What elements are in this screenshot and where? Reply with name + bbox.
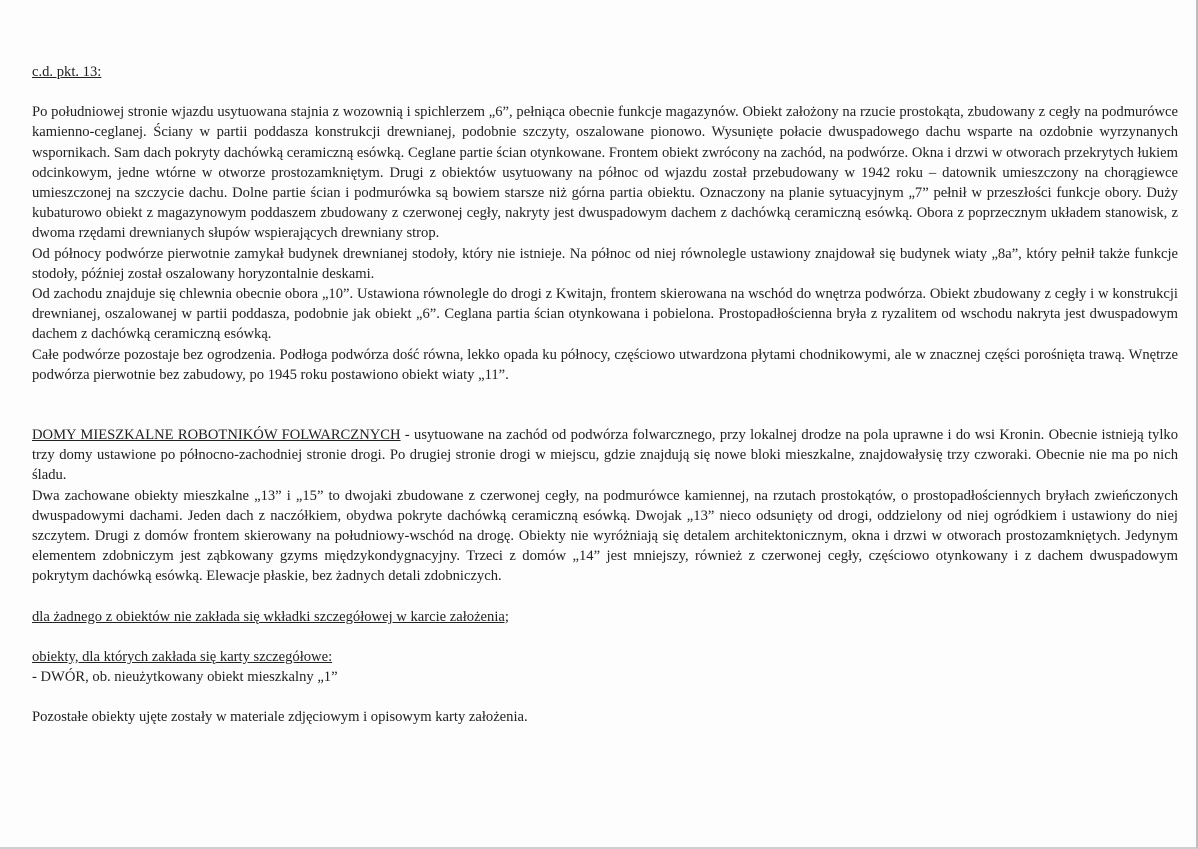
- paragraph-courtyard: Całe podwórze pozostaje bez ogrodzenia. Podłoga podwórza dość równa, lekko opada ku północy, częściowo utwardzona płytami chodnikowymi, ale w znacznej części porośnięta trawą. Wnętrze podwórza pierwotnie bez zabudowy, po 1945 roku postawiono obiekt wiaty „11”.: [32, 346, 1178, 383]
- paragraph-houses-detail: Dwa zachowane obiekty mieszkalne „13” i „15” to dwojaki zbudowane z czerwonej cegły, na podmurówce kamiennej, na rzutach prostokątów, o prostopadłościennych bryłach zwieńczonych dwuspadowymi dachami. Jeden dach z naczółkiem, obydwa pokryte dachówką ceramiczną esówką. Dwojak „13” nieco odsunięty od drogi, oddzielony od niej ogródkiem i ustawiony do niej szczytem. Drugi z domów frontem skierowany na południowy-wschód na drogę. Obiekty nie wyróżniają się detalem architektonicznym, okna i drzwi w otworach prostozamkniętych. Jedynym elementem zdobniczym jest ząbkowany gzyms międzykondygnacyjny. Trzeci z domów „14” jest mniejszy, również z czerwonej cegły, częściowo otynkowany i z dachem dwuspadowym pokrytym dachówką esówką. Elewacje płaskie, bez żadnych detali zdobniczych.: [32, 487, 1178, 585]
- paragraph-pigsty: Od zachodu znajduje się chlewnia obecnie obora „10”. Ustawiona równolegle do drogi z Kwitajn, frontem skierowana na wschód do wnętrza podwórza. Obiekt zbudowany z cegły i w konstrukcji drewnianej, oszalowanej w partii poddasza, podobnie jak obiekt „6”. Ceglana partia ścian otynkowana i pobielona. Prostopadłościenna bryła z ryzalitem od wschodu nakryta jest dwuspadowym dachem z dachówką ceramiczną esówką.: [32, 286, 1178, 343]
- paragraph-barn: Od północy podwórze pierwotnie zamykał budynek drewnianej stodoły, który nie istnieje. Na północ od niej równolegle ustawiony znajdował się budynek wiaty „8a”, który pełnił także funkcje stodoły, później został oszalowany horyzontalnie deskami.: [32, 245, 1178, 282]
- continuation-heading: c.d. pkt. 13:: [32, 64, 102, 80]
- section-intro: - usytuowane na zachód od podwórza folwarcznego, przy lokalnej drodze na pola uprawne i do wsi Kronin. Obecnie istnieją tylko trzy domy ustawione po północno-zachodniej stronie drogi. Po drugiej stronie drogi w miejscu, gdzie znajdują się nowe bloki mieszkalne, znajdowałysię trzy czworaki. Obecnie nie ma po nich śladu.: [32, 427, 1178, 484]
- note-closing: Pozostałe obiekty ujęte zostały w materiale zdjęciowym i opisowym karty założenia.: [32, 709, 528, 726]
- note-cards-item: - DWÓR, ob. nieużytkowany obiekt mieszkalny „1”: [32, 669, 338, 686]
- note-no-inserts: dla żadnego z obiektów nie zakłada się wkładki szczegółowej w karcie założenia;: [32, 608, 509, 625]
- workers-houses-paragraph: [32, 425, 1178, 486]
- section-title: DOMY MIESZKALNE ROBOTNIKÓW FOLWARCZNYCH: [32, 427, 401, 444]
- document-body: [32, 62, 1178, 727]
- note-cards-heading: obiekty, dla których zakłada się karty szczegółowe:: [32, 648, 333, 665]
- paragraph-stables: Po południowej stronie wjazdu usytuowana stajnia z wozownią i spichlerzem „6”, pełniąca obecnie funkcje magazynów. Obiekt założony na rzucie prostokąta, zbudowany z cegły na podmurówce kamienno-ceglanej. Ściany w partii poddasza konstrukcji drewnianej, podobnie szczyty, oszalowane pionowo. Wysunięte połacie dwuspadowego dachu wsparte na ozdobnie wyrzynanych wspornikach. Sam dach pokryty dachówką ceramiczną esówką. Ceglane partie ścian otynkowane. Frontem obiekt zwrócony na zachód, na podwórze. Okna i drzwi w otworach przekrytych łukiem odcinkowym, jedne wtórne w otworze prostozamkniętym. Drugi z obiektów usytuowany na północ od wjazdu został przebudowany w 1942 roku – datownik umieszczony na chorągiewce umieszczonej na szczycie dachu. Dolne partie ścian i podmurówka są bowiem starsze niż górna partia obiektu. Oznaczony na planie sytuacyjnym „7” pełnił w przeszłości funkcje obory. Duży kubaturowo obiekt z magazynowym poddaszem zbudowany z czerwonej cegły, nakryty jest dwuspadowym dachem z dachówką ceramiczną esówką. Obora z poprzecznym układem stanowisk, z dwoma rzędami drewnianych słupów wspierających drewniany strop.: [32, 104, 1178, 242]
